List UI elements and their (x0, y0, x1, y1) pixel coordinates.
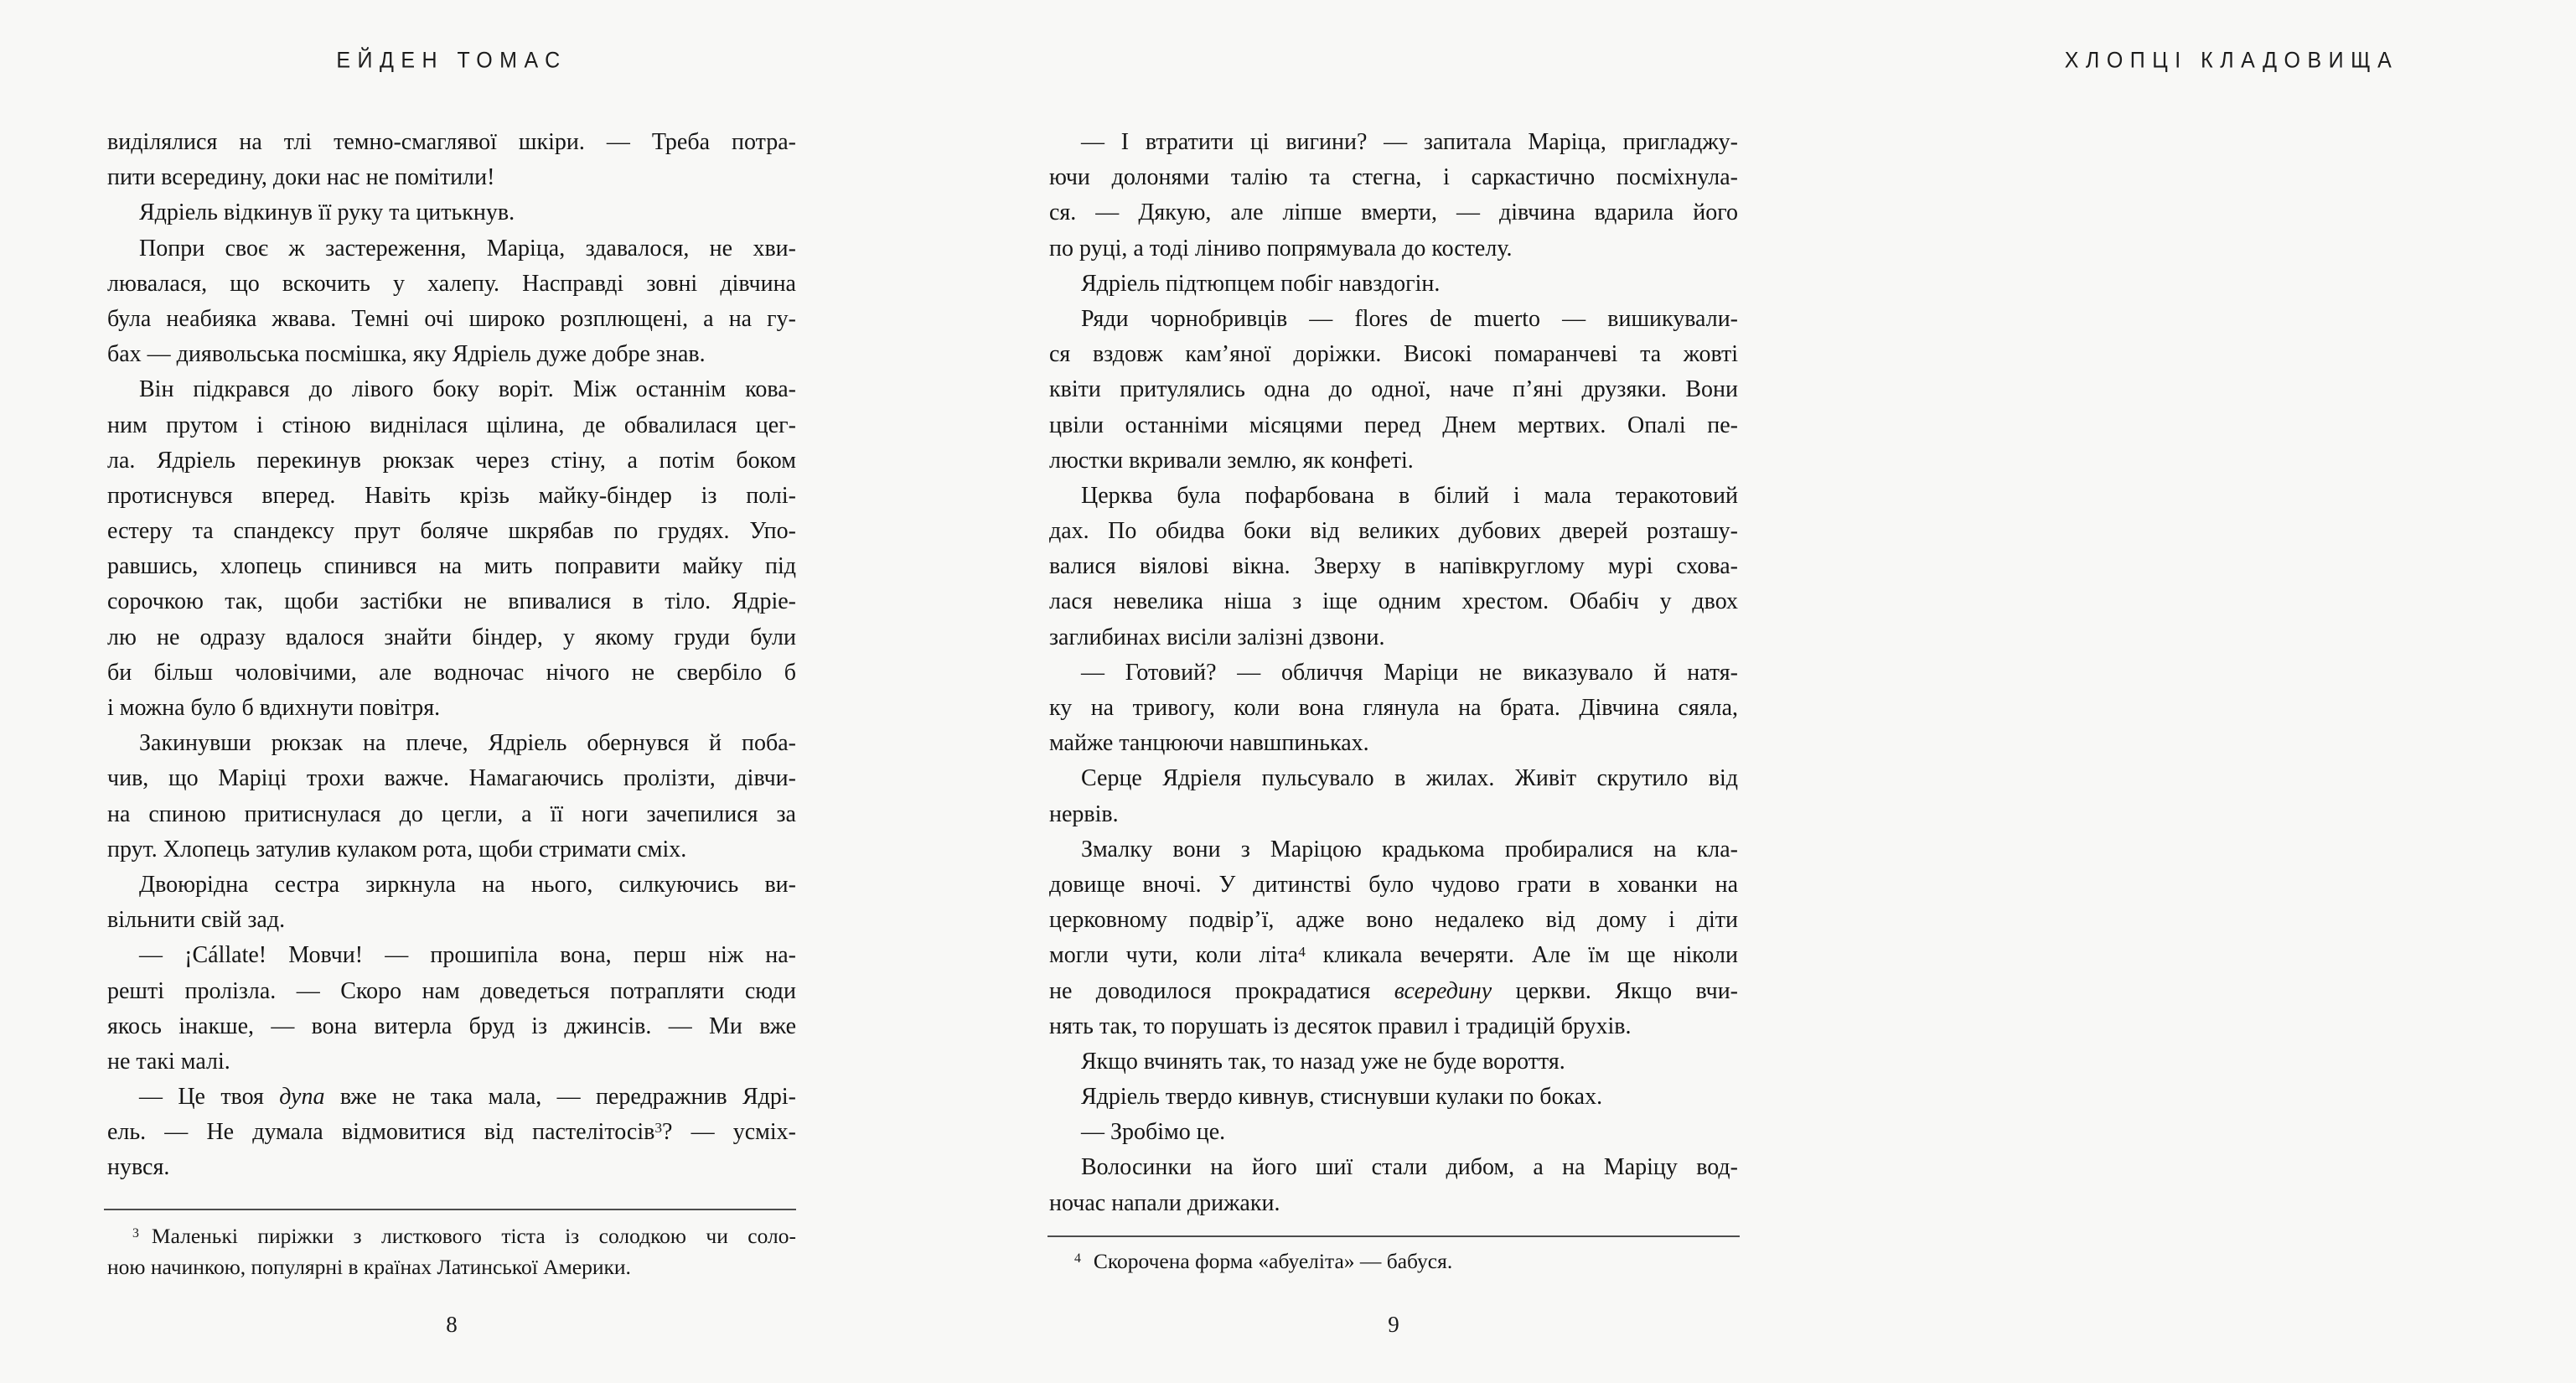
page-number-left: 8 (446, 1312, 458, 1337)
running-head-title: ХЛОПЦІ КЛАДОВИЩА (2064, 48, 2399, 73)
body-line: Якщо вчинять так, то назад уже не буде вороття. (1081, 1048, 1565, 1075)
body-line: ся вздовж кам’яної доріжки. Високі помаранчеві та жовті (1049, 341, 1738, 368)
body-text-left (107, 125, 796, 1186)
body-line: прут. Хлопець затулив кулаком рота, щоби стримати сміх. (107, 836, 687, 862)
body-line: Ряди чорнобривців — flores de muerto — вишикували- (1081, 305, 1738, 332)
body-line: ся. — Дякую, але ліпше вмерти, — дівчина вдарила його (1049, 199, 1738, 226)
body-line: — ¡Cállate! Мовчи! — прошипіла вона, перш ніж на- (139, 942, 796, 969)
body-line: ним прутом і стіною виднілася щілина, де обвалилася цег- (107, 412, 796, 438)
body-line: лася невелика ніша з іще одним хрестом. Обабіч у двох (1049, 588, 1738, 615)
body-line: би більш чоловічими, але водночас нічого не свербіло б (107, 659, 796, 686)
page-left (0, 0, 922, 1383)
body-line: вільнити свій зад. (107, 907, 286, 934)
body-line: Попри своє ж застереження, Маріца, здавалося, не хви- (139, 235, 796, 262)
body-line: чив, що Маріці трохи важче. Намагаючись пролізти, дівчи- (107, 765, 796, 792)
body-line: не такі малі. (107, 1048, 230, 1075)
body-line: Волосинки на його шиї стали дибом, а на Маріцу вод- (1081, 1154, 1738, 1181)
body-line: дах. По обидва боки від великих дубових дверей розташу- (1049, 518, 1738, 545)
footnotes-left (107, 1220, 796, 1282)
body-line: по руці, а тоді ліниво попрямувала до костелу. (1049, 235, 1513, 262)
body-line: — Зробімо це. (1081, 1119, 1226, 1146)
body-line: равшись, хлопець спинився на мить поправити майку під (107, 553, 796, 580)
body-line: протиснувся вперед. Навіть крізь майку-біндер із полі- (107, 482, 796, 509)
footnote-rule-right (1047, 1235, 1740, 1237)
footnote-rule-left (104, 1209, 796, 1210)
body-line: ку на тривогу, коли вона глянула на брата. Дівчина сяяла, (1049, 695, 1738, 721)
body-line: Ядріель підтюпцем побіг навздогін. (1081, 270, 1441, 297)
body-line: — І втратити ці вигини? — запитала Маріца, пригладжу- (1081, 129, 1738, 155)
body-line: бах — диявольська посмішка, яку Ядріель дуже добре знав. (107, 341, 706, 368)
body-line: квіти притулялись одна до одної, наче п’яні друзяки. Вони (1049, 376, 1738, 403)
page-right (922, 0, 2399, 1383)
body-line: Серце Ядріеля пульсувало в жилах. Живіт скрутило від (1081, 765, 1738, 792)
body-line: цвіли останніми місяцями перед Днем мертвих. Опалі пе- (1049, 412, 1738, 438)
body-line: могли чути, коли літа$^4$ кликала вечеряти. Але їм ще ніколи (1049, 942, 1738, 969)
body-line: нять так, то порушать із десяток правил і традицій брухів. (1049, 1013, 1632, 1039)
body-line: лю не одразу вдалося знайти біндер, у якому груди були (107, 624, 796, 650)
body-line: естеру та спандексу прут боляче шкрябав по грудях. Упо- (107, 518, 796, 545)
body-line: — Це твоя дупа вже не така мала, — передражнив Ядрі- (139, 1084, 796, 1111)
body-line: Церква була пофарбована в білий і мала теракотовий (1081, 482, 1738, 509)
body-line: Він підкрався до лівого боку воріт. Між останнім кова- (139, 376, 796, 403)
page-number-right: 9 (1388, 1312, 1399, 1337)
body-line: була неабияка жвава. Темні очі широко розплющені, а на гу- (107, 305, 796, 332)
body-line: виділялися на тлі темно-смаглявої шкіри. — Треба потра- (107, 129, 796, 155)
body-line: заглибинах висіли залізні дзвони. (1049, 624, 1385, 650)
body-line: Ядріель твердо кивнув, стиснувши кулаки по боках. (1081, 1084, 1603, 1111)
body-line: на спиною притиснулася до цегли, а її ноги зачепилися за (107, 800, 796, 827)
footnote-line: $^3$ Маленькі пиріжки з листкового тіста із солодкою чи соло- (132, 1224, 796, 1248)
body-line: Двоюрідна сестра зиркнула на нього, силкуючись ви- (139, 871, 796, 898)
body-line: пити всередину, доки нас не помітили! (107, 164, 495, 191)
body-line: нервів. (1049, 800, 1119, 827)
body-line: люстки вкривали землю, як конфеті. (1049, 447, 1414, 474)
body-line: Ядріель відкинув її руку та цитькнув. (139, 199, 515, 226)
footnote-line: $^4$ Скорочена форма «абуеліта» — бабуся. (1074, 1249, 1453, 1273)
body-line: церковному подвір’ї, адже воно недалеко від дому і діти (1049, 907, 1738, 934)
body-line: і можна було б вдихнути повітря. (107, 695, 441, 721)
body-line: ла. Ядріель перекинув рюкзак через стіну, а потім боком (107, 447, 796, 474)
body-line: довище вночі. У дитинстві було чудово грати в хованки на (1049, 871, 1738, 898)
body-line: ночас напали дрижаки. (1049, 1189, 1280, 1216)
body-line: Змалку вони з Маріцою крадькома пробиралися на кла- (1081, 836, 1738, 862)
body-line: Закинувши рюкзак на плече, Ядріель обернувся й поба- (139, 730, 796, 757)
body-line: нувся. (107, 1154, 170, 1181)
body-line: — Готовий? — обличчя Маріци не виказувало й натя- (1081, 659, 1738, 686)
body-line: не доводилося прокрадатися всередину церкви. Якщо вчи- (1049, 977, 1738, 1004)
footnotes-right (1049, 1246, 1738, 1277)
body-line: сорочкою так, щоби застібки не впивалися в тіло. Ядріе- (107, 588, 796, 615)
body-line: решті пролізла. — Скоро нам доведеться потрапляти сюди (107, 977, 796, 1004)
running-head-author: ЕЙДЕН ТОМАС (336, 48, 567, 73)
body-line: лювалася, що вскочить у халепу. Насправді зовні дівчина (107, 270, 796, 297)
footnote-line: ною начинкою, популярні в країнах Латинської Америки. (107, 1255, 631, 1279)
body-text-right (1049, 125, 1738, 1221)
body-line: валися віялові вікна. Зверху в напівкруглому мурі схова- (1049, 553, 1738, 580)
body-line: ель. — Не думала відмовитися від пастелітосів$^3$? — усміх- (107, 1119, 796, 1146)
body-line: ючи долонями талію та стегна, і саркастично посміхнула- (1049, 164, 1738, 191)
body-line: якось інакше, — вона витерла бруд із джинсів. — Ми вже (107, 1013, 796, 1039)
body-line: майже танцюючи навшпиньках. (1049, 730, 1369, 757)
